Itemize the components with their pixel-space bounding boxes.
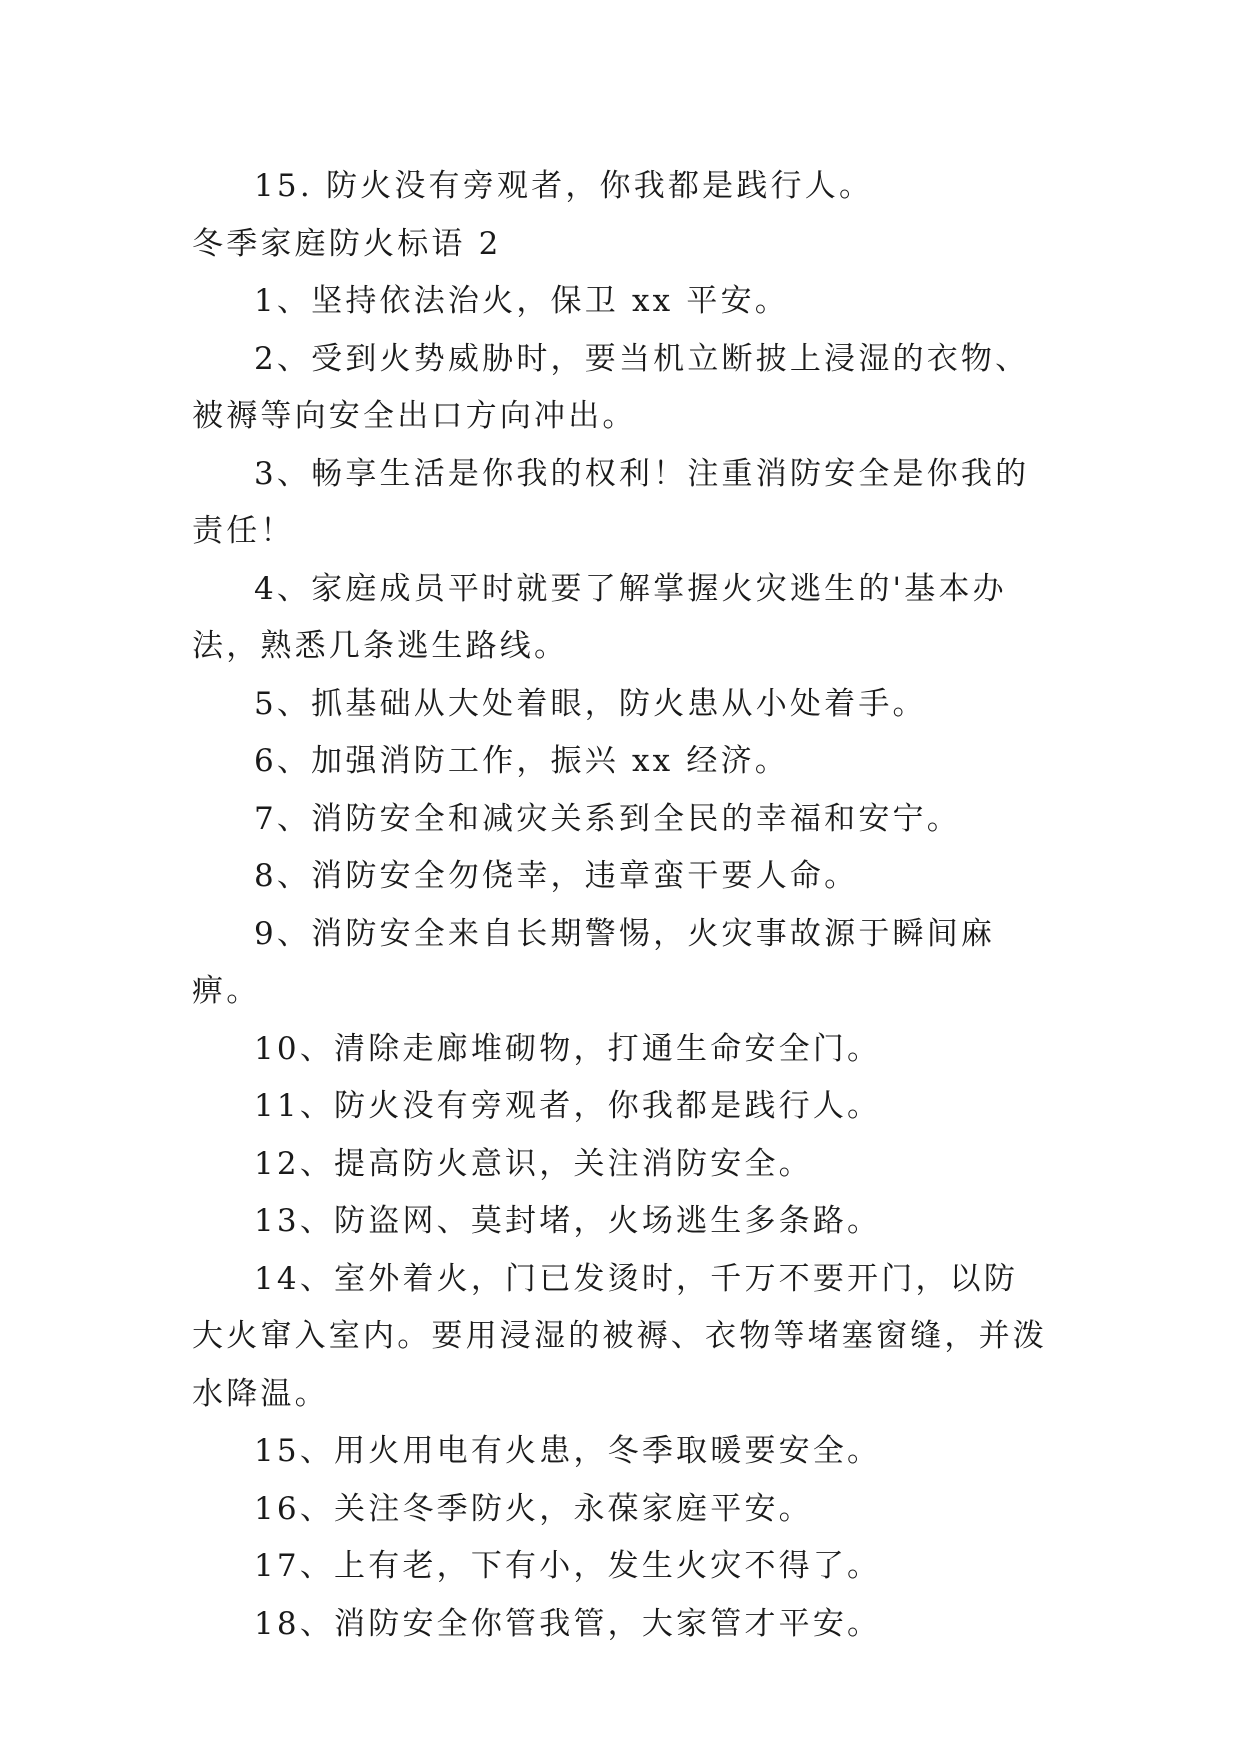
list-item: 8、消防安全勿侥幸，违章蛮干要人命。 xyxy=(254,858,859,894)
list-item: 3、畅享生活是你我的权利！注重消防安全是你我的责任！ xyxy=(192,455,1030,549)
list-item: 6、加强消防工作，振兴 xx 经济。 xyxy=(254,743,789,779)
intro-item: 15. 防火没有旁观者，你我都是践行人。 xyxy=(254,168,874,204)
list-item: 7、消防安全和减灾关系到全民的幸福和安宁。 xyxy=(254,800,961,837)
list-item: 12、提高防火意识，关注消防安全。 xyxy=(254,1145,813,1182)
list-item: 14、室外着火，门已发烫时，千万不要开门，以防大火窜入室内。要用浸湿的被褥、衣物等堵塞窗缝，并泼水降温。 xyxy=(192,1260,1047,1412)
list-item: 15、用火用电有火患，冬季取暖要安全。 xyxy=(254,1433,882,1469)
document-body xyxy=(192,158,1052,1653)
list-item: 11、防火没有旁观者，你我都是践行人。 xyxy=(254,1088,882,1124)
list-item: 17、上有老，下有小，发生火灾不得了。 xyxy=(254,1548,882,1584)
list-item: 4、家庭成员平时就要了解掌握火灾逃生的'基本办法，熟悉几条逃生路线。 xyxy=(192,570,1007,664)
list-item: 10、清除走廊堆砌物，打通生命安全门。 xyxy=(254,1030,882,1067)
list-item: 16、关注冬季防火，永葆家庭平安。 xyxy=(254,1490,813,1527)
list-item: 13、防盗网、莫封堵，火场逃生多条路。 xyxy=(254,1203,882,1239)
list-item: 5、抓基础从大处着眼，防火患从小处着手。 xyxy=(254,685,927,722)
list-item: 18、消防安全你管我管，大家管才平安。 xyxy=(254,1605,882,1642)
section-title: 冬季家庭防火标语 2 xyxy=(192,225,502,262)
list-item: 2、受到火势威胁时，要当机立断披上浸湿的衣物、被褥等向安全出口方向冲出。 xyxy=(192,340,1030,434)
list-item: 1、坚持依法治火，保卫 xx 平安。 xyxy=(254,283,789,319)
list-item: 9、消防安全来自长期警惕，火灾事故源于瞬间麻痹。 xyxy=(192,915,996,1009)
